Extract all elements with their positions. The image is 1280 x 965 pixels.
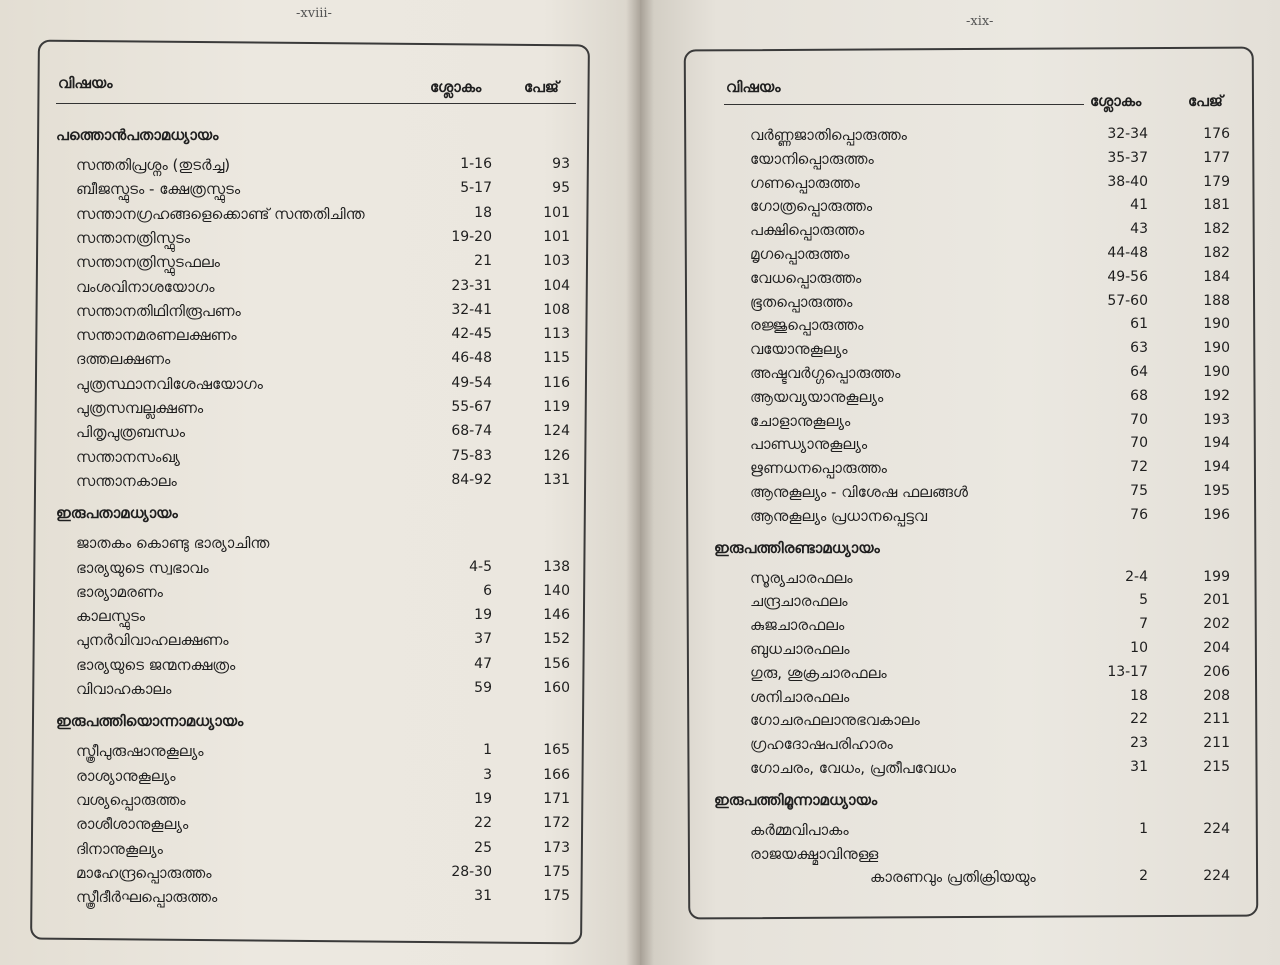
entry-page: 224 <box>1203 820 1230 837</box>
entry-title: ഭാര്യാമരണം <box>76 582 163 601</box>
entry-verse: 6 <box>483 582 492 599</box>
toc-entry <box>714 269 1234 293</box>
entry-title: ആനുകൂല്യം പ്രധാനപ്പെട്ടവ <box>750 506 928 525</box>
toc-entry <box>714 459 1234 483</box>
entry-verse: 1-16 <box>460 156 492 172</box>
chapter-title: ഇരുപത്തിയൊന്നാമധ്യായം <box>56 712 244 731</box>
entry-page: 175 <box>543 888 570 905</box>
entry-verse: 35-37 <box>1107 149 1148 166</box>
entry-page: 165 <box>543 742 570 759</box>
entry-verse: 23 <box>1130 735 1148 752</box>
entry-page: 208 <box>1203 687 1230 704</box>
toc-entry <box>714 197 1234 221</box>
entry-verse: 1 <box>1139 820 1148 837</box>
toc-entry <box>56 229 576 253</box>
entry-page: 193 <box>1203 411 1230 428</box>
entry-title: കുജചാരഫലം <box>750 616 845 635</box>
entry-page: 202 <box>1203 616 1230 633</box>
entry-verse: 42-45 <box>451 326 492 343</box>
entry-title: ഭാര്യയുടെ സ്വഭാവം <box>76 558 209 577</box>
toc-entry <box>56 253 576 277</box>
right-header-page: പേജ് <box>1188 92 1223 110</box>
entry-page: 176 <box>1203 126 1230 142</box>
entry-page: 140 <box>543 582 570 599</box>
entry-page: 199 <box>1203 568 1230 585</box>
entry-title: പക്ഷിപ്പൊരുത്തം <box>750 221 865 240</box>
entry-page: 173 <box>543 839 570 856</box>
toc-entry <box>714 845 1234 869</box>
entry-page: 194 <box>1203 435 1230 452</box>
right-header-rule <box>724 104 1084 105</box>
right-toc <box>714 126 1234 916</box>
entry-title: ഭൂതപ്പൊരുത്തം <box>750 292 853 311</box>
entry-verse: 2-4 <box>1125 568 1148 585</box>
entry-page: 179 <box>1203 173 1230 190</box>
entry-title: സന്താനകാലം <box>76 471 177 490</box>
entry-title: ചന്ദ്രചാരഫലം <box>750 592 848 611</box>
entry-title: രജ്ജുപ്പൊരുത്തം <box>750 316 864 335</box>
toc-entry <box>56 156 576 180</box>
entry-page: 113 <box>543 326 570 343</box>
toc-entry <box>714 388 1234 412</box>
entry-title: ഗോചരം, വേധം, പ്രതീപവേധം <box>750 759 957 777</box>
entry-verse: 31 <box>474 888 492 905</box>
chapter-heading <box>714 791 1234 815</box>
right-header-verse: ശ്ലോകം <box>1090 92 1142 110</box>
entry-page: 95 <box>552 180 570 197</box>
entry-page: 211 <box>1203 711 1230 728</box>
entry-page: 182 <box>1203 221 1230 238</box>
toc-entry <box>56 180 576 204</box>
entry-title: പുത്രസമ്പല്ലക്ഷണം <box>76 399 204 417</box>
chapter-title: ഇരുപത്തിരണ്ടാമധ്യായം <box>714 538 880 557</box>
toc-entry <box>56 742 576 766</box>
toc-entry <box>714 688 1234 712</box>
toc-entry <box>714 221 1234 245</box>
entry-title: ഭാര്യയുടെ ജന്മനക്ഷത്രം <box>76 655 236 674</box>
entry-verse: 25 <box>474 839 492 856</box>
toc-entry <box>714 483 1234 507</box>
entry-title: കാരണവും പ്രതിക്രിയയും <box>870 868 1036 887</box>
entry-page: 204 <box>1203 640 1230 656</box>
toc-entry <box>56 326 576 350</box>
entry-page: 93 <box>552 156 570 172</box>
entry-verse: 70 <box>1130 411 1148 428</box>
toc-entry <box>714 340 1234 364</box>
entry-page: 190 <box>1203 340 1230 357</box>
entry-page: 192 <box>1203 387 1230 404</box>
entry-verse: 61 <box>1130 316 1148 333</box>
left-header-verse: ശ്ലോകം <box>430 78 482 96</box>
entry-title: പുത്രസ്ഥാനവിശേഷയോഗം <box>76 374 263 393</box>
entry-title: വശ്യപ്പൊരുത്തം <box>76 790 186 809</box>
entry-page: 184 <box>1203 268 1230 285</box>
entry-verse: 55-67 <box>451 399 492 415</box>
entry-verse: 22 <box>474 815 492 832</box>
entry-verse: 7 <box>1139 616 1148 633</box>
left-header-rule <box>56 103 576 104</box>
entry-title: ഗോചരഫലാനുഭവകാലം <box>750 711 920 730</box>
chapter-heading <box>56 712 576 736</box>
entry-verse: 19 <box>474 607 492 624</box>
entry-page: 166 <box>543 766 570 783</box>
entry-title: വേധപ്പൊരുത്തം <box>750 268 862 287</box>
entry-verse: 49-56 <box>1107 268 1148 285</box>
entry-title: വിവാഹകാലം <box>76 680 172 698</box>
entry-page: 103 <box>543 253 570 270</box>
entry-verse: 5-17 <box>460 180 492 197</box>
entry-title: ഗോത്രപ്പൊരുത്തം <box>750 197 873 216</box>
toc-entry <box>56 888 576 912</box>
entry-page: 215 <box>1203 759 1230 775</box>
entry-verse: 31 <box>1130 759 1148 775</box>
toc-entry <box>714 174 1234 198</box>
entry-page: 188 <box>1203 292 1230 309</box>
toc-entry <box>56 815 576 839</box>
entry-verse: 75 <box>1130 483 1148 499</box>
toc-entry <box>56 791 576 815</box>
entry-page: 194 <box>1203 459 1230 476</box>
book-spine <box>626 0 654 965</box>
entry-page: 131 <box>543 471 570 488</box>
entry-verse: 43 <box>1130 221 1148 238</box>
toc-entry <box>56 375 576 399</box>
entry-title: സൂര്യചാരഫലം <box>750 568 853 587</box>
entry-verse: 59 <box>474 680 492 696</box>
entry-page: 182 <box>1203 245 1230 261</box>
entry-verse: 57-60 <box>1107 292 1148 309</box>
entry-title: ജാതകം കൊണ്ടു ഭാര്യാചിന്ത <box>76 534 270 553</box>
entry-title: ആയവ്യയാനുകൂല്യം <box>750 387 884 406</box>
left-header-subject: വിഷയം <box>58 74 113 92</box>
toc-entry <box>714 245 1234 269</box>
entry-page: 119 <box>543 399 570 415</box>
entry-page: 171 <box>543 790 570 807</box>
entry-verse: 32-41 <box>451 301 492 318</box>
entry-verse: 5 <box>1139 592 1148 609</box>
toc-entry <box>714 868 1234 892</box>
toc-entry <box>56 472 576 496</box>
entry-title: ദത്തലക്ഷണം <box>76 350 171 369</box>
toc-entry <box>714 412 1234 436</box>
chapter-heading <box>714 539 1234 563</box>
entry-page: 104 <box>543 277 570 294</box>
entry-title: സന്താനത്രിസ്ഫുടം <box>76 228 191 247</box>
toc-entry <box>714 293 1234 317</box>
entry-title: സന്താനതിഥിനിരൂപണം <box>76 301 241 320</box>
entry-title: യോനിപ്പൊരുത്തം <box>750 149 874 168</box>
entry-verse: 18 <box>1130 687 1148 704</box>
toc-entry <box>714 150 1234 174</box>
entry-title: ബീജസ്ഫുടം - ക്ഷേത്രസ്ഫുടം <box>76 180 241 199</box>
entry-verse: 44-48 <box>1107 245 1148 261</box>
entry-page: 116 <box>543 374 570 391</box>
toc-entry <box>56 864 576 888</box>
entry-verse: 19-20 <box>451 228 492 245</box>
entry-verse: 46-48 <box>451 350 492 367</box>
toc-entry <box>56 840 576 864</box>
entry-page: 190 <box>1203 316 1230 333</box>
toc-entry <box>714 640 1234 664</box>
entry-verse: 72 <box>1130 459 1148 476</box>
toc-entry <box>714 616 1234 640</box>
toc-entry <box>714 735 1234 759</box>
chapter-heading <box>56 126 576 150</box>
entry-page: 211 <box>1203 735 1230 752</box>
entry-title: വർണ്ണജാതിപ്പൊരുത്തം <box>750 126 907 144</box>
entry-title: രാജയക്ഷ്മാവിനുള്ള <box>750 844 879 863</box>
chapter-title: ഇരുപതാമധ്യായം <box>56 504 178 523</box>
toc-entry <box>56 656 576 680</box>
entry-title: സന്താനമരണലക്ഷണം <box>76 326 237 345</box>
entry-page: 156 <box>543 655 570 672</box>
entry-page: 138 <box>543 558 570 575</box>
entry-verse: 1 <box>483 742 492 759</box>
entry-title: വയോനുകൂല്യം <box>750 340 848 359</box>
left-header-page: പേജ് <box>524 78 559 96</box>
entry-page: 108 <box>543 301 570 318</box>
chapter-title: പത്തൊൻപതാമധ്യായം <box>56 126 219 144</box>
toc-entry <box>714 569 1234 593</box>
entry-verse: 19 <box>474 790 492 807</box>
toc-entry <box>714 364 1234 388</box>
entry-page: 195 <box>1203 483 1230 499</box>
entry-title: സന്താനഗ്രഹങ്ങളെക്കൊണ്ട് സന്തതിചിന്ത <box>76 204 365 223</box>
toc-entry <box>56 350 576 374</box>
entry-title: സ്ത്രീപുരുഷാനുകൂല്യം <box>76 742 204 761</box>
entry-verse: 10 <box>1130 640 1148 656</box>
toc-entry <box>56 534 576 558</box>
toc-entry <box>714 507 1234 531</box>
toc-entry <box>714 664 1234 688</box>
entry-verse: 4-5 <box>469 558 492 575</box>
toc-entry <box>56 302 576 326</box>
entry-page: 115 <box>543 350 570 367</box>
entry-title: സ്ത്രീദീർഘപ്പൊരുത്തം <box>76 888 218 907</box>
entry-verse: 64 <box>1130 364 1148 380</box>
toc-entry <box>56 423 576 447</box>
entry-verse: 84-92 <box>451 471 492 488</box>
entry-page: 124 <box>543 423 570 440</box>
entry-title: സന്താനത്രിസ്ഫുടഫലം <box>76 253 220 272</box>
entry-verse: 63 <box>1130 340 1148 357</box>
entry-verse: 23-31 <box>451 277 492 294</box>
toc-entry <box>56 607 576 631</box>
entry-verse: 68-74 <box>451 423 492 440</box>
toc-entry <box>714 711 1234 735</box>
entry-title: പാണ്ഡ്യാനുകൂല്യം <box>750 435 868 454</box>
chapter-heading <box>56 504 576 528</box>
entry-verse: 68 <box>1130 387 1148 404</box>
entry-verse: 13-17 <box>1107 663 1148 680</box>
entry-title: ആനുകൂല്യം - വിശേഷ ഫലങ്ങൾ <box>750 483 968 501</box>
entry-title: പിതൃപുത്രബന്ധം <box>76 423 185 442</box>
entry-title: ചോളാനുകൂല്യം <box>750 411 851 430</box>
toc-entry <box>714 592 1234 616</box>
toc-entry <box>56 583 576 607</box>
entry-verse: 18 <box>474 204 492 221</box>
entry-page: 152 <box>543 631 570 648</box>
entry-page: 146 <box>543 607 570 624</box>
toc-entry <box>56 680 576 704</box>
toc-entry <box>56 559 576 583</box>
entry-title: രാശ്യാനുകൂല്യം <box>76 766 176 785</box>
entry-verse: 41 <box>1130 197 1148 214</box>
entry-verse: 75-83 <box>451 447 492 464</box>
toc-entry <box>714 759 1234 783</box>
entry-title: ദിനാനുകൂല്യം <box>76 839 163 858</box>
toc-entry <box>56 448 576 472</box>
entry-title: സന്താനസംഖ്യ <box>76 447 180 466</box>
entry-page: 181 <box>1203 197 1230 214</box>
entry-verse: 49-54 <box>451 374 492 391</box>
toc-entry <box>56 278 576 302</box>
entry-verse: 2 <box>1139 868 1148 885</box>
entry-title: അഷ്ടവർഗ്ഗപ്പൊരുത്തം <box>750 364 901 382</box>
entry-page: 175 <box>543 863 570 880</box>
entry-title: സന്തതിപ്രശ്നം (തുടർച്ച) <box>76 156 231 174</box>
entry-page: 206 <box>1203 663 1230 680</box>
entry-page: 160 <box>543 680 570 696</box>
toc-entry <box>56 631 576 655</box>
entry-title: വംശവിനാശയോഗം <box>76 277 215 296</box>
toc-entry <box>56 205 576 229</box>
entry-title: രാശീശാനുകൂല്യം <box>76 815 189 834</box>
entry-page: 126 <box>543 447 570 464</box>
entry-page: 224 <box>1203 868 1230 885</box>
entry-title: ഗുരു, ശുക്രചാരഫലം <box>750 663 887 682</box>
toc-entry <box>56 399 576 423</box>
entry-page: 196 <box>1203 506 1230 523</box>
entry-title: മൃഗപ്പൊരുത്തം <box>750 245 850 263</box>
toc-entry <box>714 821 1234 845</box>
entry-verse: 22 <box>1130 711 1148 728</box>
toc-entry <box>714 316 1234 340</box>
entry-page: 101 <box>543 204 570 221</box>
entry-title: പുനർവിവാഹലക്ഷണം <box>76 631 229 650</box>
right-page-number: -xix- <box>966 14 994 29</box>
entry-page: 201 <box>1203 592 1230 609</box>
left-toc <box>56 118 576 918</box>
entry-verse: 32-34 <box>1107 126 1148 142</box>
entry-verse: 70 <box>1130 435 1148 452</box>
entry-verse: 28-30 <box>451 863 492 880</box>
entry-title: ഗ്രഹദോഷപരിഹാരം <box>750 735 893 754</box>
entry-verse: 3 <box>483 766 492 783</box>
entry-verse: 21 <box>474 253 492 270</box>
entry-page: 177 <box>1203 149 1230 166</box>
entry-page: 101 <box>543 228 570 245</box>
entry-title: ബുധചാരഫലം <box>750 640 850 658</box>
entry-verse: 37 <box>474 631 492 648</box>
entry-page: 190 <box>1203 364 1230 380</box>
entry-title: കർമ്മവിപാകം <box>750 820 849 839</box>
chapter-title: ഇരുപത്തിമൂന്നാമധ്യായം <box>714 790 878 809</box>
toc-entry <box>714 435 1234 459</box>
left-page-number: -xviii- <box>296 6 332 21</box>
entry-title: ഗണപ്പൊരുത്തം <box>750 173 860 192</box>
toc-entry <box>56 767 576 791</box>
entry-verse: 76 <box>1130 506 1148 523</box>
toc-entry <box>714 126 1234 150</box>
entry-title: കാലസ്ഫുടം <box>76 607 146 626</box>
entry-title: ശനിചാരഫലം <box>750 687 850 706</box>
right-header-subject: വിഷയം <box>726 78 781 96</box>
entry-verse: 47 <box>474 655 492 672</box>
entry-verse: 38-40 <box>1107 173 1148 190</box>
entry-title: ഋണധനപ്പൊരുത്തം <box>750 459 887 478</box>
entry-page: 172 <box>543 815 570 832</box>
entry-title: മാഹേന്ദ്രപ്പൊരുത്തം <box>76 863 212 882</box>
